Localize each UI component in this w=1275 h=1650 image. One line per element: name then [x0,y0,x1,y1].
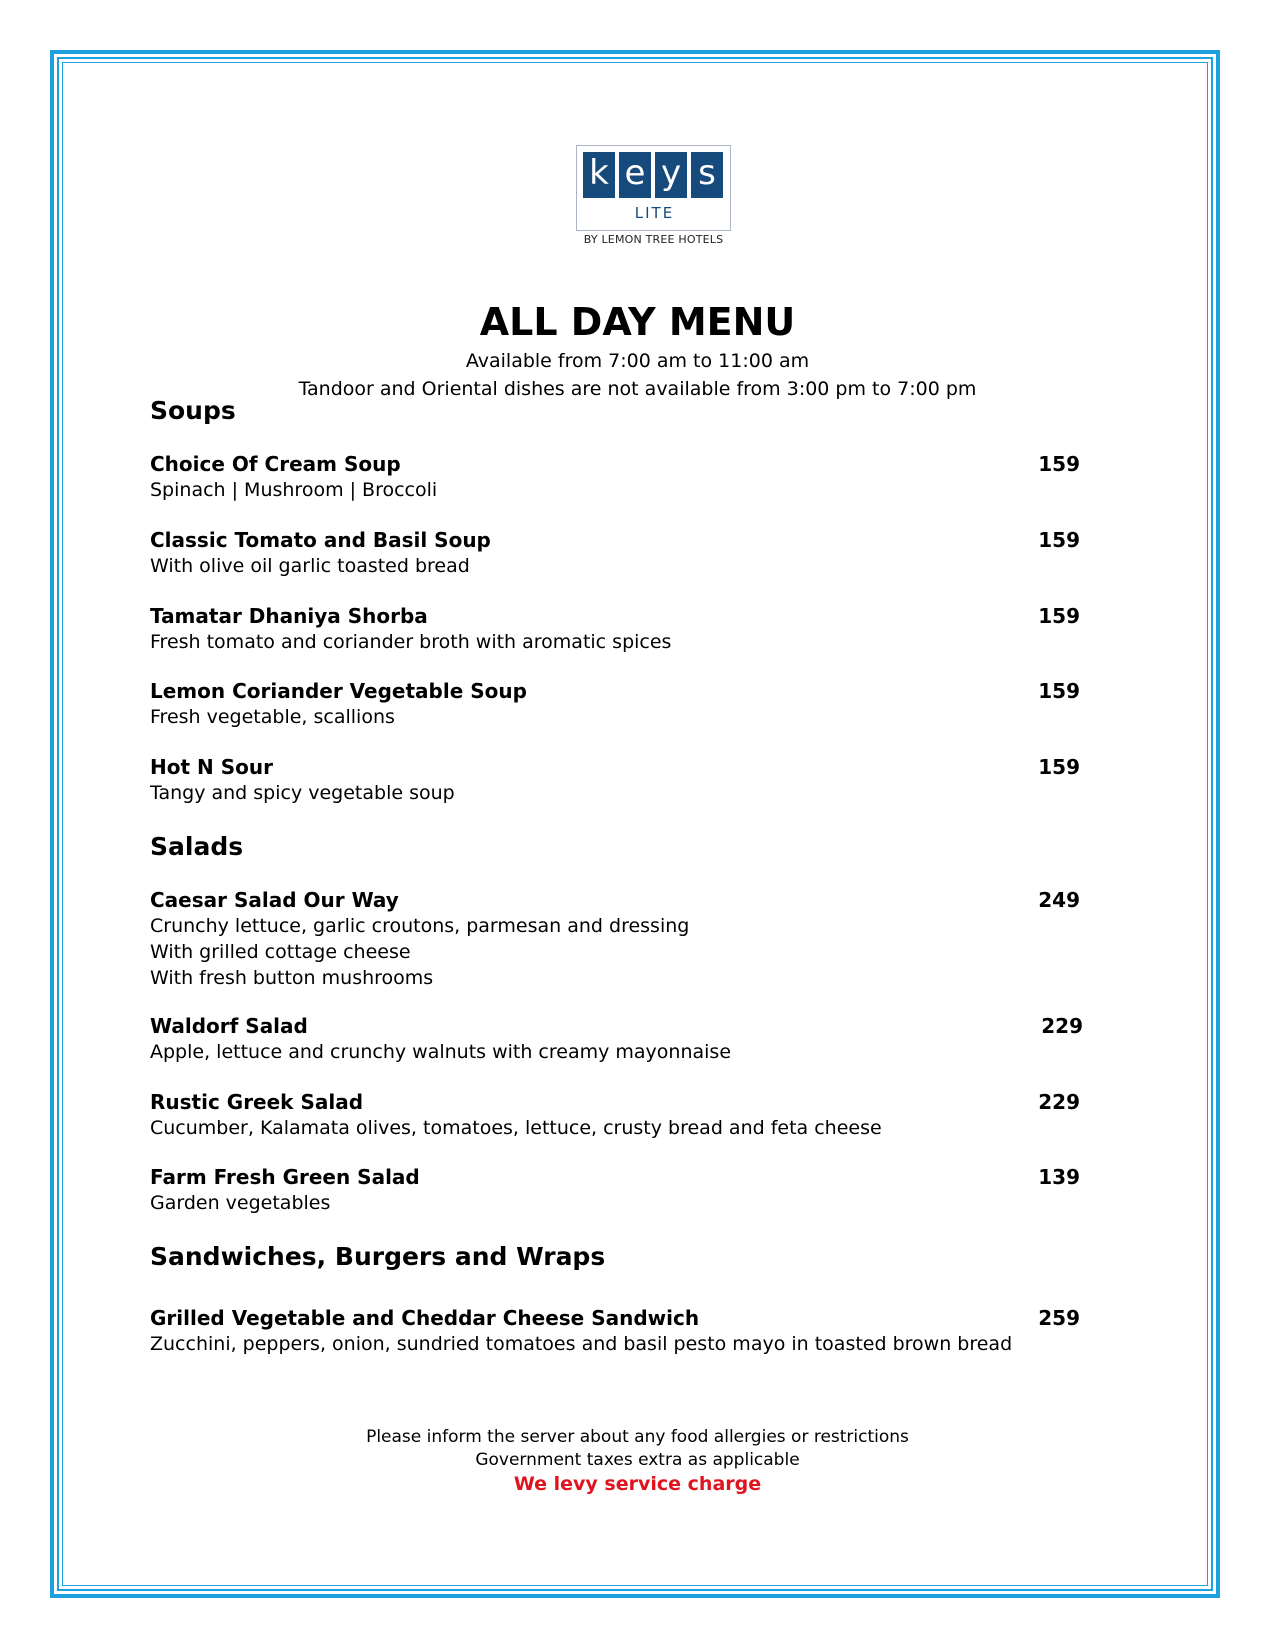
taxes-note: Government taxes extra as applicable [475,1450,800,1470]
item-name: Tamatar Dhaniya Shorba [150,604,428,628]
menu-item [150,678,1090,730]
item-name: Caesar Salad Our Way [150,888,399,912]
item-price: 139 [1038,1165,1080,1189]
menu-title: ALL DAY MENU [479,300,796,344]
item-description: Spinach | Mushroom | Broccoli [150,479,438,501]
logo-letter: s [691,152,723,198]
item-description: Crunchy lettuce, garlic croutons, parmesan and dressing [150,915,690,937]
allergy-note: Please inform the server about any food allergies or restrictions [366,1427,909,1447]
menu-item [150,527,1090,579]
menu-item [150,754,1090,806]
section-title-salads: Salads [150,832,244,861]
item-description: Cucumber, Kalamata olives, tomatoes, lettuce, crusty bread and feta cheese [150,1117,882,1139]
item-description: Garden vegetables [150,1192,331,1214]
item-price: 229 [1038,1090,1080,1114]
menu-item [150,1013,1090,1065]
item-name: Rustic Greek Salad [150,1090,364,1114]
logo-letters [583,152,723,198]
logo-letter: k [583,152,615,198]
keys-lite-logo [576,145,731,245]
item-name: Waldorf Salad [150,1014,308,1038]
item-name: Choice Of Cream Soup [150,452,401,476]
item-description: Zucchini, peppers, onion, sundried tomatoes and basil pesto mayo in toasted brown bread [150,1333,1013,1355]
item-price: 159 [1038,679,1080,703]
logo-letter: y [655,152,687,198]
item-price: 159 [1038,755,1080,779]
item-name: Classic Tomato and Basil Soup [150,528,491,552]
menu-item [150,1305,1090,1357]
item-name: Hot N Sour [150,755,273,779]
item-name: Lemon Coriander Vegetable Soup [150,679,527,703]
item-description: With grilled cottage cheese [150,941,411,963]
item-name: Grilled Vegetable and Cheddar Cheese Sandwich [150,1306,700,1330]
item-price: 249 [1038,888,1080,912]
page-border-inner [62,62,1208,1586]
item-description: Fresh vegetable, scallions [150,706,395,728]
availability-text: Available from 7:00 am to 11:00 am [465,350,810,372]
section-title-soups: Soups [150,396,236,425]
item-description: With fresh button mushrooms [150,967,434,989]
item-price: 159 [1038,604,1080,628]
menu-item [150,1089,1090,1141]
menu-item [150,887,1090,991]
logo-letter: e [619,152,651,198]
menu-item [150,1164,1090,1216]
logo-frame [576,145,731,231]
item-description: Tangy and spicy vegetable soup [150,782,455,804]
item-description: Fresh tomato and coriander broth with aromatic spices [150,631,672,653]
item-description: With olive oil garlic toasted bread [150,555,470,577]
menu-item [150,451,1090,503]
menu-item [150,603,1090,655]
section-title-sandwiches: Sandwiches, Burgers and Wraps [150,1242,606,1271]
logo-lite: LITE [634,204,675,222]
service-charge-note: We levy service charge [513,1473,762,1495]
item-price: 229 [1041,1014,1083,1038]
item-description: Apple, lettuce and crunchy walnuts with creamy mayonnaise [150,1041,732,1063]
item-price: 159 [1038,452,1080,476]
item-price: 259 [1038,1306,1080,1330]
item-name: Farm Fresh Green Salad [150,1165,420,1189]
tandoor-note: Tandoor and Oriental dishes are not available from 3:00 pm to 7:00 pm [298,378,977,400]
logo-tagline: BY LEMON TREE HOTELS [583,233,724,246]
item-price: 159 [1038,528,1080,552]
